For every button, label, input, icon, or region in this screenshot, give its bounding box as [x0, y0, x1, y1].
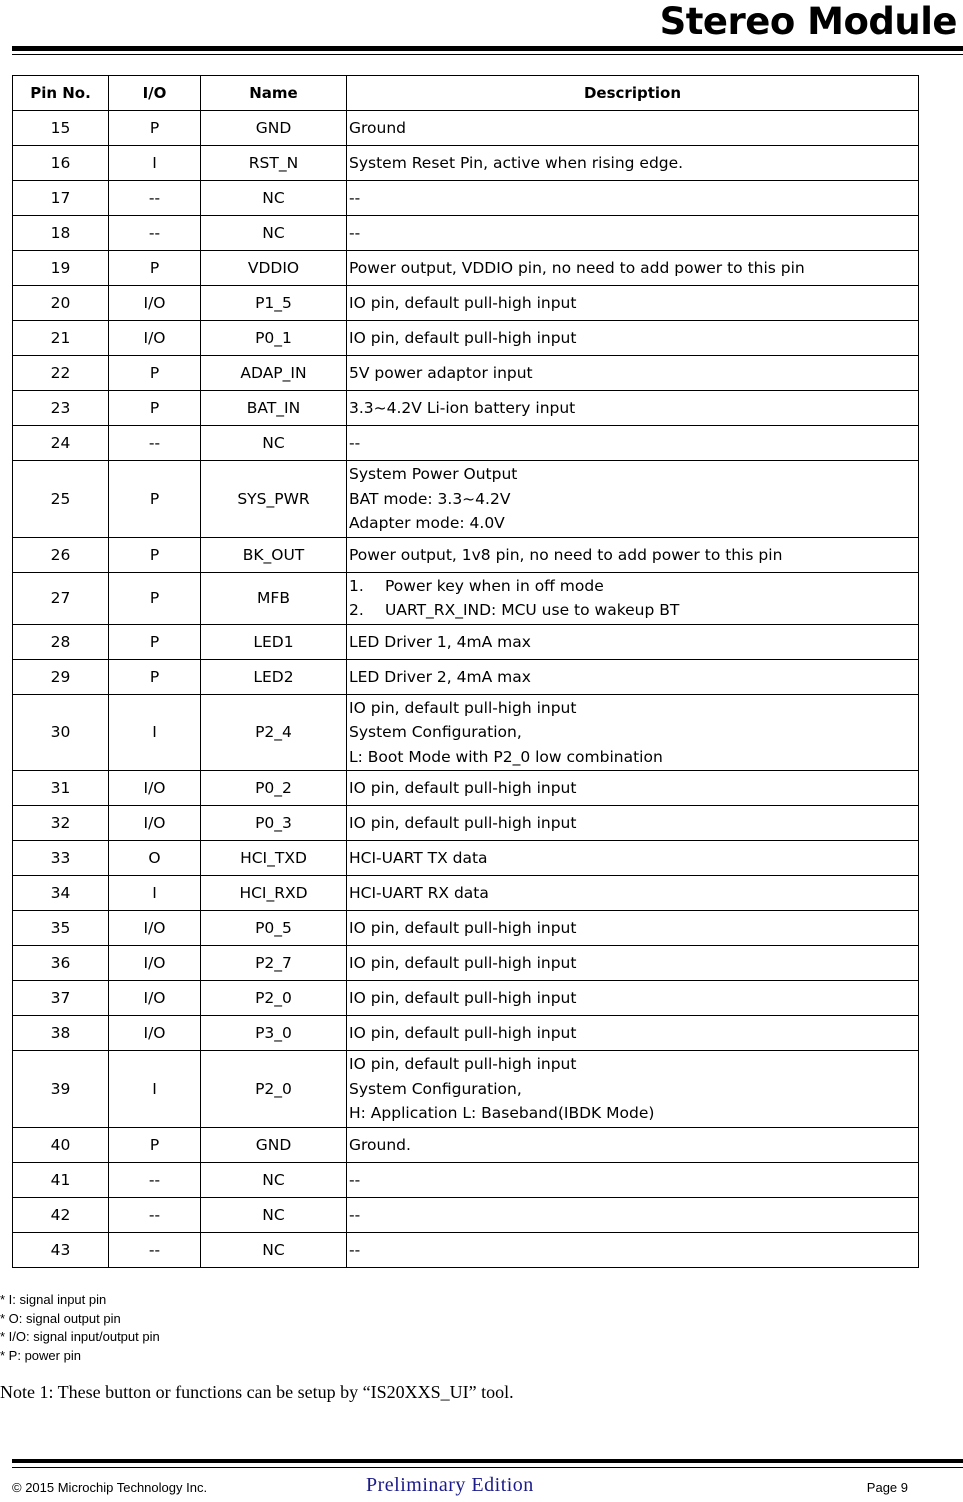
- description-cell: [347, 181, 919, 216]
- io-type-cell: P: [109, 356, 201, 391]
- description-line: LED Driver 1, 4mA max: [349, 632, 531, 651]
- io-type-cell: P: [109, 391, 201, 426]
- pin-number-cell: 22: [13, 356, 109, 391]
- pin-name-cell: P2_0: [201, 981, 347, 1016]
- list-text: Power key when in off mode: [385, 576, 604, 595]
- pin-number-cell: 37: [13, 981, 109, 1016]
- io-type-cell: I/O: [109, 981, 201, 1016]
- pin-number-cell: 26: [13, 537, 109, 572]
- pin-name-cell: P2_7: [201, 946, 347, 981]
- io-type-cell: P: [109, 624, 201, 659]
- pin-name-cell: NC: [201, 1162, 347, 1197]
- pin-name-cell: NC: [201, 216, 347, 251]
- pin-number-cell: 38: [13, 1016, 109, 1051]
- description-line: IO pin, default pull-high input: [349, 989, 577, 1007]
- legend-line: * P: power pin: [0, 1347, 81, 1363]
- description-line: --: [349, 1170, 361, 1189]
- pin-name-cell: P0_5: [201, 911, 347, 946]
- description-cell: [347, 1197, 919, 1232]
- pin-name-cell: SYS_PWR: [201, 461, 347, 538]
- table-row: [13, 321, 919, 356]
- pin-number-cell: 29: [13, 659, 109, 694]
- pin-name-cell: HCI_TXD: [201, 841, 347, 876]
- pin-name-cell: P0_1: [201, 321, 347, 356]
- table-row: [13, 216, 919, 251]
- pin-name-cell: P1_5: [201, 286, 347, 321]
- io-type-cell: --: [109, 1197, 201, 1232]
- io-type-cell: I/O: [109, 946, 201, 981]
- pin-number-cell: 28: [13, 624, 109, 659]
- table-row: [13, 537, 919, 572]
- description-line: System Configuration,: [349, 1079, 522, 1098]
- io-type-cell: I/O: [109, 286, 201, 321]
- description-cell: [347, 572, 919, 624]
- description-cell: [347, 537, 919, 572]
- pin-number-cell: 43: [13, 1232, 109, 1267]
- io-type-cell: I/O: [109, 1016, 201, 1051]
- footer-rule-thin: [12, 1467, 963, 1468]
- pin-name-cell: GND: [201, 1127, 347, 1162]
- pin-name-cell: RST_N: [201, 146, 347, 181]
- pin-table: [12, 75, 919, 1268]
- description-line: --: [349, 224, 361, 242]
- table-row: [13, 911, 919, 946]
- description-line: L: Boot Mode with P2_0 low combination: [349, 747, 663, 766]
- description-list-item: [349, 574, 915, 599]
- col-header-name: Name: [201, 76, 347, 111]
- pin-number-cell: 20: [13, 286, 109, 321]
- pin-number-cell: 30: [13, 694, 109, 771]
- list-text: UART_RX_IND: MCU use to wakeup BT: [385, 601, 680, 619]
- page-title: Stereo Module: [659, 0, 957, 43]
- pin-number-cell: 19: [13, 251, 109, 286]
- table-row: [13, 946, 919, 981]
- description-cell: [347, 1016, 919, 1051]
- pin-number-cell: 35: [13, 911, 109, 946]
- pin-name-cell: P2_4: [201, 694, 347, 771]
- pin-name-cell: NC: [201, 1197, 347, 1232]
- pin-number-cell: 32: [13, 806, 109, 841]
- io-type-cell: --: [109, 426, 201, 461]
- description-line: Ground.: [349, 1135, 411, 1154]
- description-cell: [347, 356, 919, 391]
- list-number: 1.: [349, 576, 364, 595]
- description-line: IO pin, default pull-high input: [349, 1024, 577, 1042]
- footer-rule-thick: [12, 1459, 963, 1463]
- description-cell: [347, 841, 919, 876]
- description-cell: [347, 111, 919, 146]
- pin-number-cell: 25: [13, 461, 109, 538]
- table-row: [13, 806, 919, 841]
- pin-number-cell: 17: [13, 181, 109, 216]
- list-number: 2.: [349, 601, 364, 619]
- table-row: [13, 1197, 919, 1232]
- pin-number-cell: 31: [13, 771, 109, 806]
- table-row: [13, 111, 919, 146]
- description-line: Adapter mode: 4.0V: [349, 514, 505, 532]
- description-cell: [347, 391, 919, 426]
- io-type-cell: I: [109, 876, 201, 911]
- io-type-cell: I: [109, 146, 201, 181]
- table-row: [13, 1232, 919, 1267]
- footnote: Note 1: These button or functions can be setup by “IS20XXS_UI” tool.: [0, 1382, 514, 1402]
- legend-line: * I: signal input pin: [0, 1292, 107, 1307]
- io-type-cell: --: [109, 1162, 201, 1197]
- io-type-cell: --: [109, 1232, 201, 1267]
- description-cell: [347, 806, 919, 841]
- io-type-cell: --: [109, 181, 201, 216]
- description-line: IO pin, default pull-high input: [349, 814, 577, 832]
- description-cell: [347, 321, 919, 356]
- pin-number-cell: 21: [13, 321, 109, 356]
- io-type-cell: P: [109, 1127, 201, 1162]
- description-cell: [347, 876, 919, 911]
- pin-number-cell: 34: [13, 876, 109, 911]
- io-type-cell: O: [109, 841, 201, 876]
- io-type-cell: P: [109, 572, 201, 624]
- description-line: System Configuration,: [349, 723, 522, 741]
- table-row: [13, 841, 919, 876]
- pin-name-cell: BAT_IN: [201, 391, 347, 426]
- pin-number-cell: 16: [13, 146, 109, 181]
- io-type-cell: P: [109, 537, 201, 572]
- table-header-row: [13, 76, 919, 111]
- io-type-cell: P: [109, 659, 201, 694]
- description-cell: [347, 1051, 919, 1128]
- pin-table-body: [13, 111, 919, 1268]
- io-type-cell: --: [109, 216, 201, 251]
- pin-name-cell: BK_OUT: [201, 537, 347, 572]
- description-line: --: [349, 1205, 361, 1224]
- pin-name-cell: MFB: [201, 572, 347, 624]
- table-row: [13, 1016, 919, 1051]
- pin-number-cell: 33: [13, 841, 109, 876]
- description-line: H: Application L: Baseband(IBDK Mode): [349, 1104, 655, 1122]
- pin-name-cell: GND: [201, 111, 347, 146]
- description-cell: [347, 461, 919, 538]
- description-line: Power output, 1v8 pin, no need to add power to this pin: [349, 545, 783, 564]
- pin-name-cell: P2_0: [201, 1051, 347, 1128]
- table-row: [13, 694, 919, 771]
- description-cell: [347, 251, 919, 286]
- description-cell: [347, 216, 919, 251]
- description-line: System Power Output: [349, 465, 518, 483]
- table-row: [13, 1051, 919, 1128]
- pin-number-cell: 18: [13, 216, 109, 251]
- description-cell: [347, 694, 919, 771]
- header-rule-thick: [12, 46, 963, 51]
- description-line: IO pin, default pull-high input: [349, 1055, 577, 1073]
- io-type-cell: I/O: [109, 771, 201, 806]
- description-list-item: [349, 598, 915, 623]
- description-line: BAT mode: 3.3~4.2V: [349, 489, 511, 508]
- table-row: [13, 286, 919, 321]
- pin-name-cell: NC: [201, 426, 347, 461]
- pin-number-cell: 27: [13, 572, 109, 624]
- pin-name-cell: P0_2: [201, 771, 347, 806]
- pin-name-cell: ADAP_IN: [201, 356, 347, 391]
- description-line: IO pin, default pull-high input: [349, 294, 577, 312]
- table-row: [13, 981, 919, 1016]
- pin-number-cell: 36: [13, 946, 109, 981]
- pin-number-cell: 40: [13, 1127, 109, 1162]
- description-cell: [347, 981, 919, 1016]
- description-cell: [347, 1162, 919, 1197]
- pin-name-cell: HCI_RXD: [201, 876, 347, 911]
- table-row: [13, 426, 919, 461]
- io-legend: [0, 1291, 160, 1365]
- description-line: IO pin, default pull-high input: [349, 954, 577, 972]
- description-cell: [347, 911, 919, 946]
- legend-line: * I/O: signal input/output pin: [0, 1329, 160, 1344]
- description-line: 3.3~4.2V Li-ion battery input: [349, 399, 576, 417]
- description-line: --: [349, 1240, 361, 1259]
- description-line: HCI-UART RX data: [349, 884, 489, 902]
- copyright: © 2015 Microchip Technology Inc.: [12, 1480, 208, 1495]
- col-header-io: I/O: [109, 76, 201, 111]
- legend-line: * O: signal output pin: [0, 1310, 121, 1326]
- description-cell: [347, 1127, 919, 1162]
- pin-name-cell: LED1: [201, 624, 347, 659]
- description-line: Power output, VDDIO pin, no need to add power to this pin: [349, 259, 805, 277]
- io-type-cell: I/O: [109, 321, 201, 356]
- io-type-cell: I: [109, 694, 201, 771]
- table-row: [13, 624, 919, 659]
- table-row: [13, 391, 919, 426]
- description-cell: [347, 659, 919, 694]
- description-cell: [347, 1232, 919, 1267]
- pin-name-cell: LED2: [201, 659, 347, 694]
- description-cell: [347, 624, 919, 659]
- description-line: System Reset Pin, active when rising edge.: [349, 154, 684, 172]
- io-type-cell: P: [109, 111, 201, 146]
- pin-number-cell: 42: [13, 1197, 109, 1232]
- table-row: [13, 1127, 919, 1162]
- description-cell: [347, 946, 919, 981]
- table-row: [13, 251, 919, 286]
- edition-label: Preliminary Edition: [366, 1474, 534, 1496]
- pin-name-cell: VDDIO: [201, 251, 347, 286]
- page-number: Page 9: [866, 1480, 908, 1495]
- col-header-description: Description: [347, 76, 919, 111]
- description-line: IO pin, default pull-high input: [349, 919, 577, 937]
- pin-number-cell: 24: [13, 426, 109, 461]
- io-type-cell: I/O: [109, 806, 201, 841]
- pin-name-cell: P3_0: [201, 1016, 347, 1051]
- table-row: [13, 572, 919, 624]
- description-cell: [347, 146, 919, 181]
- description-cell: [347, 426, 919, 461]
- pin-name-cell: NC: [201, 181, 347, 216]
- pin-name-cell: NC: [201, 1232, 347, 1267]
- table-row: [13, 876, 919, 911]
- table-row: [13, 356, 919, 391]
- pin-number-cell: 41: [13, 1162, 109, 1197]
- table-row: [13, 1162, 919, 1197]
- description-line: HCI-UART TX data: [349, 849, 488, 867]
- pin-number-cell: 15: [13, 111, 109, 146]
- table-row: [13, 181, 919, 216]
- table-row: [13, 461, 919, 538]
- description-line: LED Driver 2, 4mA max: [349, 667, 531, 686]
- header-rule-thin: [12, 54, 963, 55]
- pin-name-cell: P0_3: [201, 806, 347, 841]
- pin-number-cell: 23: [13, 391, 109, 426]
- description-line: 5V power adaptor input: [349, 364, 533, 382]
- description-cell: [347, 771, 919, 806]
- description-line: --: [349, 189, 361, 207]
- table-row: [13, 659, 919, 694]
- pin-number-cell: 39: [13, 1051, 109, 1128]
- io-type-cell: I: [109, 1051, 201, 1128]
- io-type-cell: I/O: [109, 911, 201, 946]
- description-line: --: [349, 434, 361, 452]
- io-type-cell: P: [109, 251, 201, 286]
- description-line: Ground: [349, 119, 407, 137]
- description-cell: [347, 286, 919, 321]
- io-type-cell: P: [109, 461, 201, 538]
- table-row: [13, 146, 919, 181]
- col-header-pin: Pin No.: [13, 76, 109, 111]
- table-row: [13, 771, 919, 806]
- description-line: IO pin, default pull-high input: [349, 779, 577, 797]
- description-line: IO pin, default pull-high input: [349, 329, 577, 347]
- description-line: IO pin, default pull-high input: [349, 698, 577, 717]
